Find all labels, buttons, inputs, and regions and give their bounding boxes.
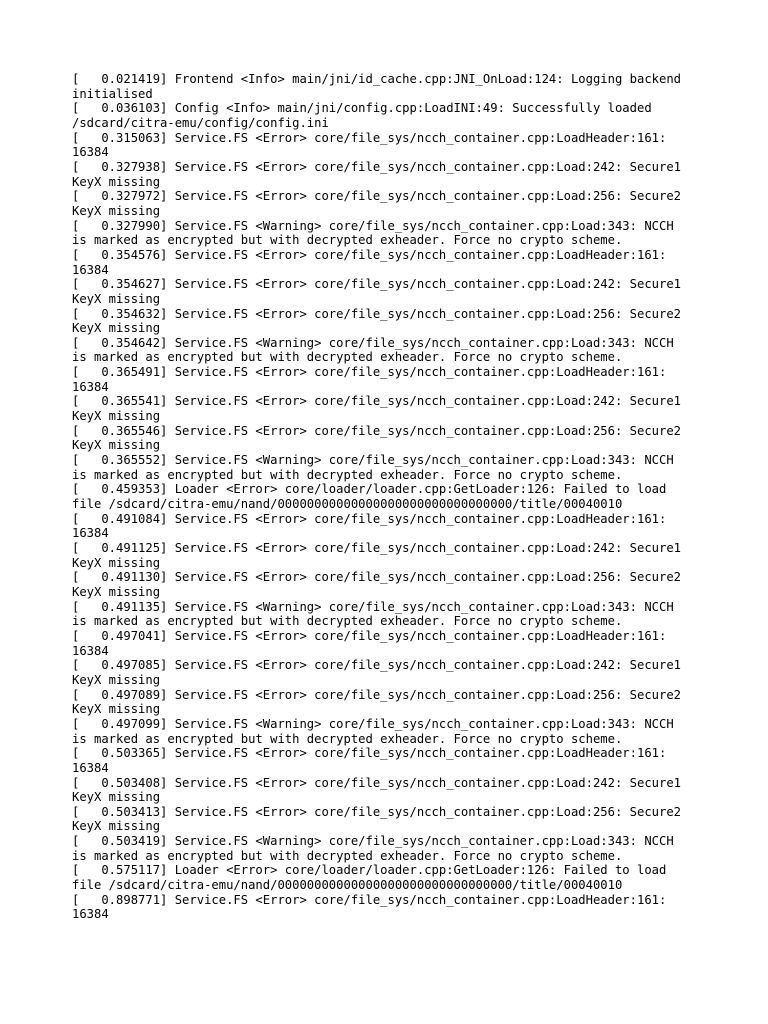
log-view: [72, 72, 712, 922]
log-line: [ 0.491135] Service.FS <Warning> core/file_sys/ncch_container.cpp:Load:343: NCCH: [72, 599, 674, 614]
log-line: initialised: [72, 86, 153, 101]
log-line: [ 0.365491] Service.FS <Error> core/file_sys/ncch_container.cpp:LoadHeader:161:: [72, 365, 667, 380]
log-line: [ 0.365552] Service.FS <Warning> core/file_sys/ncch_container.cpp:Load:343: NCCH: [72, 453, 674, 468]
log-line: [ 0.491130] Service.FS <Error> core/file_sys/ncch_container.cpp:Load:256: Secure2: [72, 570, 682, 585]
log-line: 16384: [72, 526, 109, 541]
log-line: [ 0.036103] Config <Info> main/jni/config.cpp:LoadINI:49: Successfully loaded: [72, 101, 652, 116]
log-line: is marked as encrypted but with decrypted exheader. Force no crypto scheme.: [72, 731, 623, 746]
log-line: [ 0.497041] Service.FS <Error> core/file_sys/ncch_container.cpp:LoadHeader:161:: [72, 628, 667, 643]
log-line: 16384: [72, 145, 109, 160]
log-line: is marked as encrypted but with decrypted exheader. Force no crypto scheme.: [72, 848, 623, 863]
log-line: is marked as encrypted but with decrypted exheader. Force no crypto scheme.: [72, 467, 623, 482]
log-line: [ 0.327938] Service.FS <Error> core/file_sys/ncch_container.cpp:Load:242: Secure1: [72, 159, 682, 174]
log-line: [ 0.327972] Service.FS <Error> core/file_sys/ncch_container.cpp:Load:256: Secure2: [72, 189, 682, 204]
log-line: KeyX missing: [72, 584, 161, 599]
log-line: 16384: [72, 379, 109, 394]
log-line: [ 0.575117] Loader <Error> core/loader/loader.cpp:GetLoader:126: Failed to load: [72, 863, 667, 878]
log-line: KeyX missing: [72, 790, 161, 805]
log-line: [ 0.497089] Service.FS <Error> core/file_sys/ncch_container.cpp:Load:256: Secure2: [72, 687, 682, 702]
log-line: [ 0.497099] Service.FS <Warning> core/file_sys/ncch_container.cpp:Load:343: NCCH: [72, 716, 674, 731]
log-line: [ 0.497085] Service.FS <Error> core/file_sys/ncch_container.cpp:Load:242: Secure1: [72, 658, 682, 673]
log-line: [ 0.491125] Service.FS <Error> core/file_sys/ncch_container.cpp:Load:242: Secure1: [72, 541, 682, 555]
log-line: [ 0.503413] Service.FS <Error> core/file_sys/ncch_container.cpp:Load:256: Secure2: [72, 804, 682, 819]
log-line: [ 0.503365] Service.FS <Error> core/file_sys/ncch_container.cpp:LoadHeader:161:: [72, 746, 667, 761]
log-line: is marked as encrypted but with decrypted exheader. Force no crypto scheme.: [72, 350, 623, 365]
log-line: [ 0.459353] Loader <Error> core/loader/loader.cpp:GetLoader:126: Failed to load: [72, 482, 667, 497]
log-line: [ 0.503408] Service.FS <Error> core/file_sys/ncch_container.cpp:Load:242: Secure1: [72, 775, 682, 790]
log-line: 16384: [72, 760, 109, 775]
log-line: /sdcard/citra-emu/config/config.ini: [72, 115, 329, 130]
log-line: [ 0.898771] Service.FS <Error> core/file_sys/ncch_container.cpp:LoadHeader:161:: [72, 892, 667, 907]
log-line: [ 0.354576] Service.FS <Error> core/file_sys/ncch_container.cpp:LoadHeader:161:: [72, 247, 667, 262]
log-line: KeyX missing: [72, 203, 161, 218]
log-line: [ 0.491084] Service.FS <Error> core/file_sys/ncch_container.cpp:LoadHeader:161:: [72, 511, 667, 526]
log-line: 16384: [72, 262, 109, 277]
log-line: [ 0.365541] Service.FS <Error> core/file_sys/ncch_container.cpp:Load:242: Secure1: [72, 394, 682, 409]
log-line: [ 0.327990] Service.FS <Warning> core/file_sys/ncch_container.cpp:Load:343: NCCH: [72, 218, 674, 233]
log-line: KeyX missing: [72, 291, 161, 306]
log-line: 16384: [72, 643, 109, 658]
log-line: [ 0.365546] Service.FS <Error> core/file_sys/ncch_container.cpp:Load:256: Secure2: [72, 423, 682, 438]
log-line: [ 0.021419] Frontend <Info> main/jni/id_cache.cpp:JNI_OnLoad:124: Logging backend: [72, 72, 682, 86]
log-line: KeyX missing: [72, 702, 161, 717]
log-line: [ 0.354642] Service.FS <Warning> core/file_sys/ncch_container.cpp:Load:343: NCCH: [72, 335, 674, 350]
log-line: [ 0.354627] Service.FS <Error> core/file_sys/ncch_container.cpp:Load:242: Secure1: [72, 277, 682, 292]
log-line: file /sdcard/citra-emu/nand/00000000000000000000000000000000/title/00040010: [72, 497, 623, 512]
log-line: 16384: [72, 907, 109, 922]
log-line: KeyX missing: [72, 409, 161, 424]
log-line: KeyX missing: [72, 555, 161, 570]
log-line: file /sdcard/citra-emu/nand/00000000000000000000000000000000/title/00040010: [72, 878, 623, 893]
log-line: KeyX missing: [72, 174, 161, 189]
log-line: [ 0.354632] Service.FS <Error> core/file_sys/ncch_container.cpp:Load:256: Secure2: [72, 306, 682, 321]
log-line: [ 0.503419] Service.FS <Warning> core/file_sys/ncch_container.cpp:Load:343: NCCH: [72, 834, 674, 849]
log-line: is marked as encrypted but with decrypted exheader. Force no crypto scheme.: [72, 233, 623, 248]
log-line: KeyX missing: [72, 672, 161, 687]
log-line: KeyX missing: [72, 321, 161, 336]
log-line: [ 0.315063] Service.FS <Error> core/file_sys/ncch_container.cpp:LoadHeader:161:: [72, 130, 667, 145]
log-line: KeyX missing: [72, 819, 161, 834]
log-line: is marked as encrypted but with decrypted exheader. Force no crypto scheme.: [72, 614, 623, 629]
log-line: KeyX missing: [72, 438, 161, 453]
